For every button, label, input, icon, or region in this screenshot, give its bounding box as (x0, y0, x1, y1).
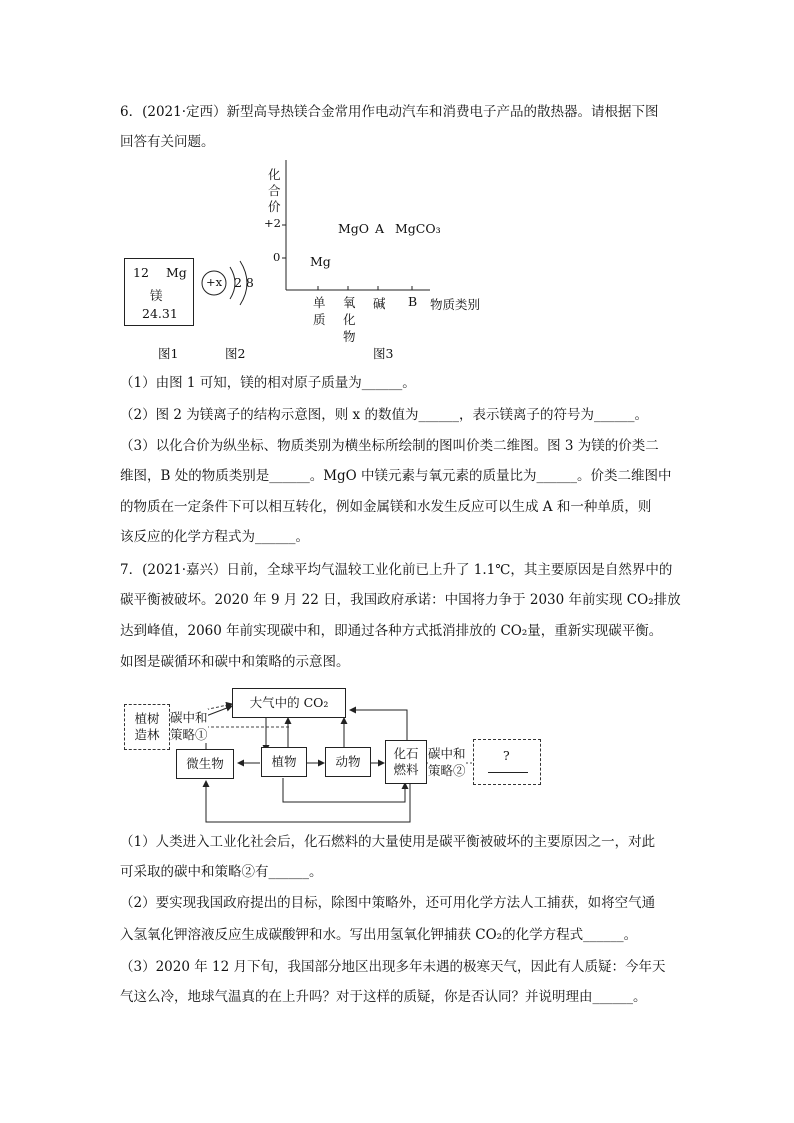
x-cat-oxide: 氧 化 物 (343, 295, 356, 344)
fig2-caption: 图2 (225, 346, 246, 361)
microbe-box: 微生物 (176, 749, 234, 779)
point-mgo: MgO (338, 221, 370, 236)
q7-line-2: 碳平衡被破坏。2020 年 9 月 22 日，我国政府承诺：中国将力争于 2030 年前实现 CO₂排放 (120, 592, 681, 608)
y-tick-zero: 0 (273, 250, 281, 264)
nucleus-charge: +x (206, 275, 223, 289)
question-mark: ? (503, 748, 510, 763)
q6-part-3-line-1: （3）以化合价为纵坐标、物质类别为横坐标所绘制的图叫价类二维图。图 3 为镁的价类二 (120, 438, 659, 454)
strategy-2-unknown-box (473, 739, 541, 785)
answer-blank (488, 772, 528, 773)
y-axis-char-2: 合 (268, 183, 281, 198)
q7-line-3: 达到峰值，2060 年前实现碳中和，即通过各种方式抵消排放的 CO₂量，重新实现碳平衡。 (120, 623, 663, 639)
y-tick-plus2: +2 (264, 216, 281, 230)
q7-part-3-line-1: （3）2020 年 12 月下旬，我国部分地区出现多年未遇的极寒天气，因此有人质疑：今年天 (120, 959, 666, 975)
valence-chart-axes (270, 160, 500, 300)
x-axis-label: 物质类别 (430, 297, 481, 312)
q7-line-4: 如图是碳循环和碳中和策略的示意图。 (120, 654, 350, 670)
q6-line-2: 回答有关问题。 (120, 134, 215, 150)
x-cat-elemental: 单 质 (313, 295, 326, 327)
strategy-2-label: 碳中和 策略② (428, 746, 466, 778)
q6-line-1: 6．(2021·定西）新型高导热镁合金常用作电动汽车和消费电子产品的散热器。请根据下图 (120, 104, 659, 120)
atomic-mass: 24.31 (142, 306, 178, 321)
q6-part-1: （1）由图 1 可知，镁的相对原子质量为______。 (120, 375, 416, 391)
point-mg: Mg (310, 254, 331, 269)
electron-shells: 2 8 (234, 275, 254, 290)
y-axis-char-3: 价 (268, 199, 281, 214)
x-cat-base: 碱 (373, 296, 386, 311)
atmosphere-co2-box: 大气中的 CO₂ (232, 688, 346, 718)
element-name: 镁 (150, 288, 163, 303)
fossil-fuel-box: 化石 燃料 (385, 740, 427, 784)
fig1-caption: 图1 (158, 346, 179, 361)
afforestation-box: 植树 造林 (124, 704, 170, 750)
mg-element-cell (124, 258, 194, 326)
fig3-caption: 图3 (373, 346, 394, 361)
q7-part-2-line-2: 入氢氧化钾溶液反应生成碳酸钾和水。写出用氢氧化钾捕获 CO₂的化学方程式______。 (120, 927, 638, 943)
q7-part-2-line-1: （2）要实现我国政府提出的目标，除图中策略外，还可用化学方法人工捕获，如将空气通 (120, 895, 656, 911)
q7-part-1-line-2: 可采取的碳中和策略②有______。 (120, 864, 323, 880)
element-symbol: Mg (166, 265, 187, 280)
point-mgco3: MgCO₃ (395, 221, 441, 236)
atomic-number: 12 (133, 265, 149, 280)
q6-part-3-line-4: 该反应的化学方程式为______。 (120, 529, 309, 545)
animal-box: 动物 (325, 747, 371, 777)
q7-line-1: 7．(2021·嘉兴）日前，全球平均气温较工业化前已上升了 1.1℃，其主要原因是自然界中的 (120, 562, 673, 578)
q7-part-1-line-1: （1）人类进入工业化社会后，化石燃料的大量使用是碳平衡被破坏的主要原因之一，对此 (120, 834, 656, 850)
plant-box: 植物 (261, 747, 307, 777)
strategy-1-label: 碳中和 策略① (170, 710, 208, 742)
q6-part-3-line-3: 的物质在一定条件下可以相互转化，例如金属镁和水发生反应可以生成 A 和一种单质，则 (120, 499, 652, 515)
q7-part-3-line-2: 气这么冷，地球气温真的在上升吗？对于这样的质疑，你是否认同？并说明理由______。 (120, 989, 647, 1005)
y-axis-char-1: 化 (268, 167, 281, 182)
x-cat-b: B (408, 294, 418, 309)
q6-part-3-line-2: 维图，B 处的物质类别是______。MgO 中镁元素与氧元素的质量比为______。价类二维图中 (120, 468, 672, 484)
point-a: A (375, 221, 385, 236)
q6-part-2: （2）图 2 为镁离子的结构示意图，则 x 的数值为______，表示镁离子的符号为______。 (120, 407, 648, 423)
